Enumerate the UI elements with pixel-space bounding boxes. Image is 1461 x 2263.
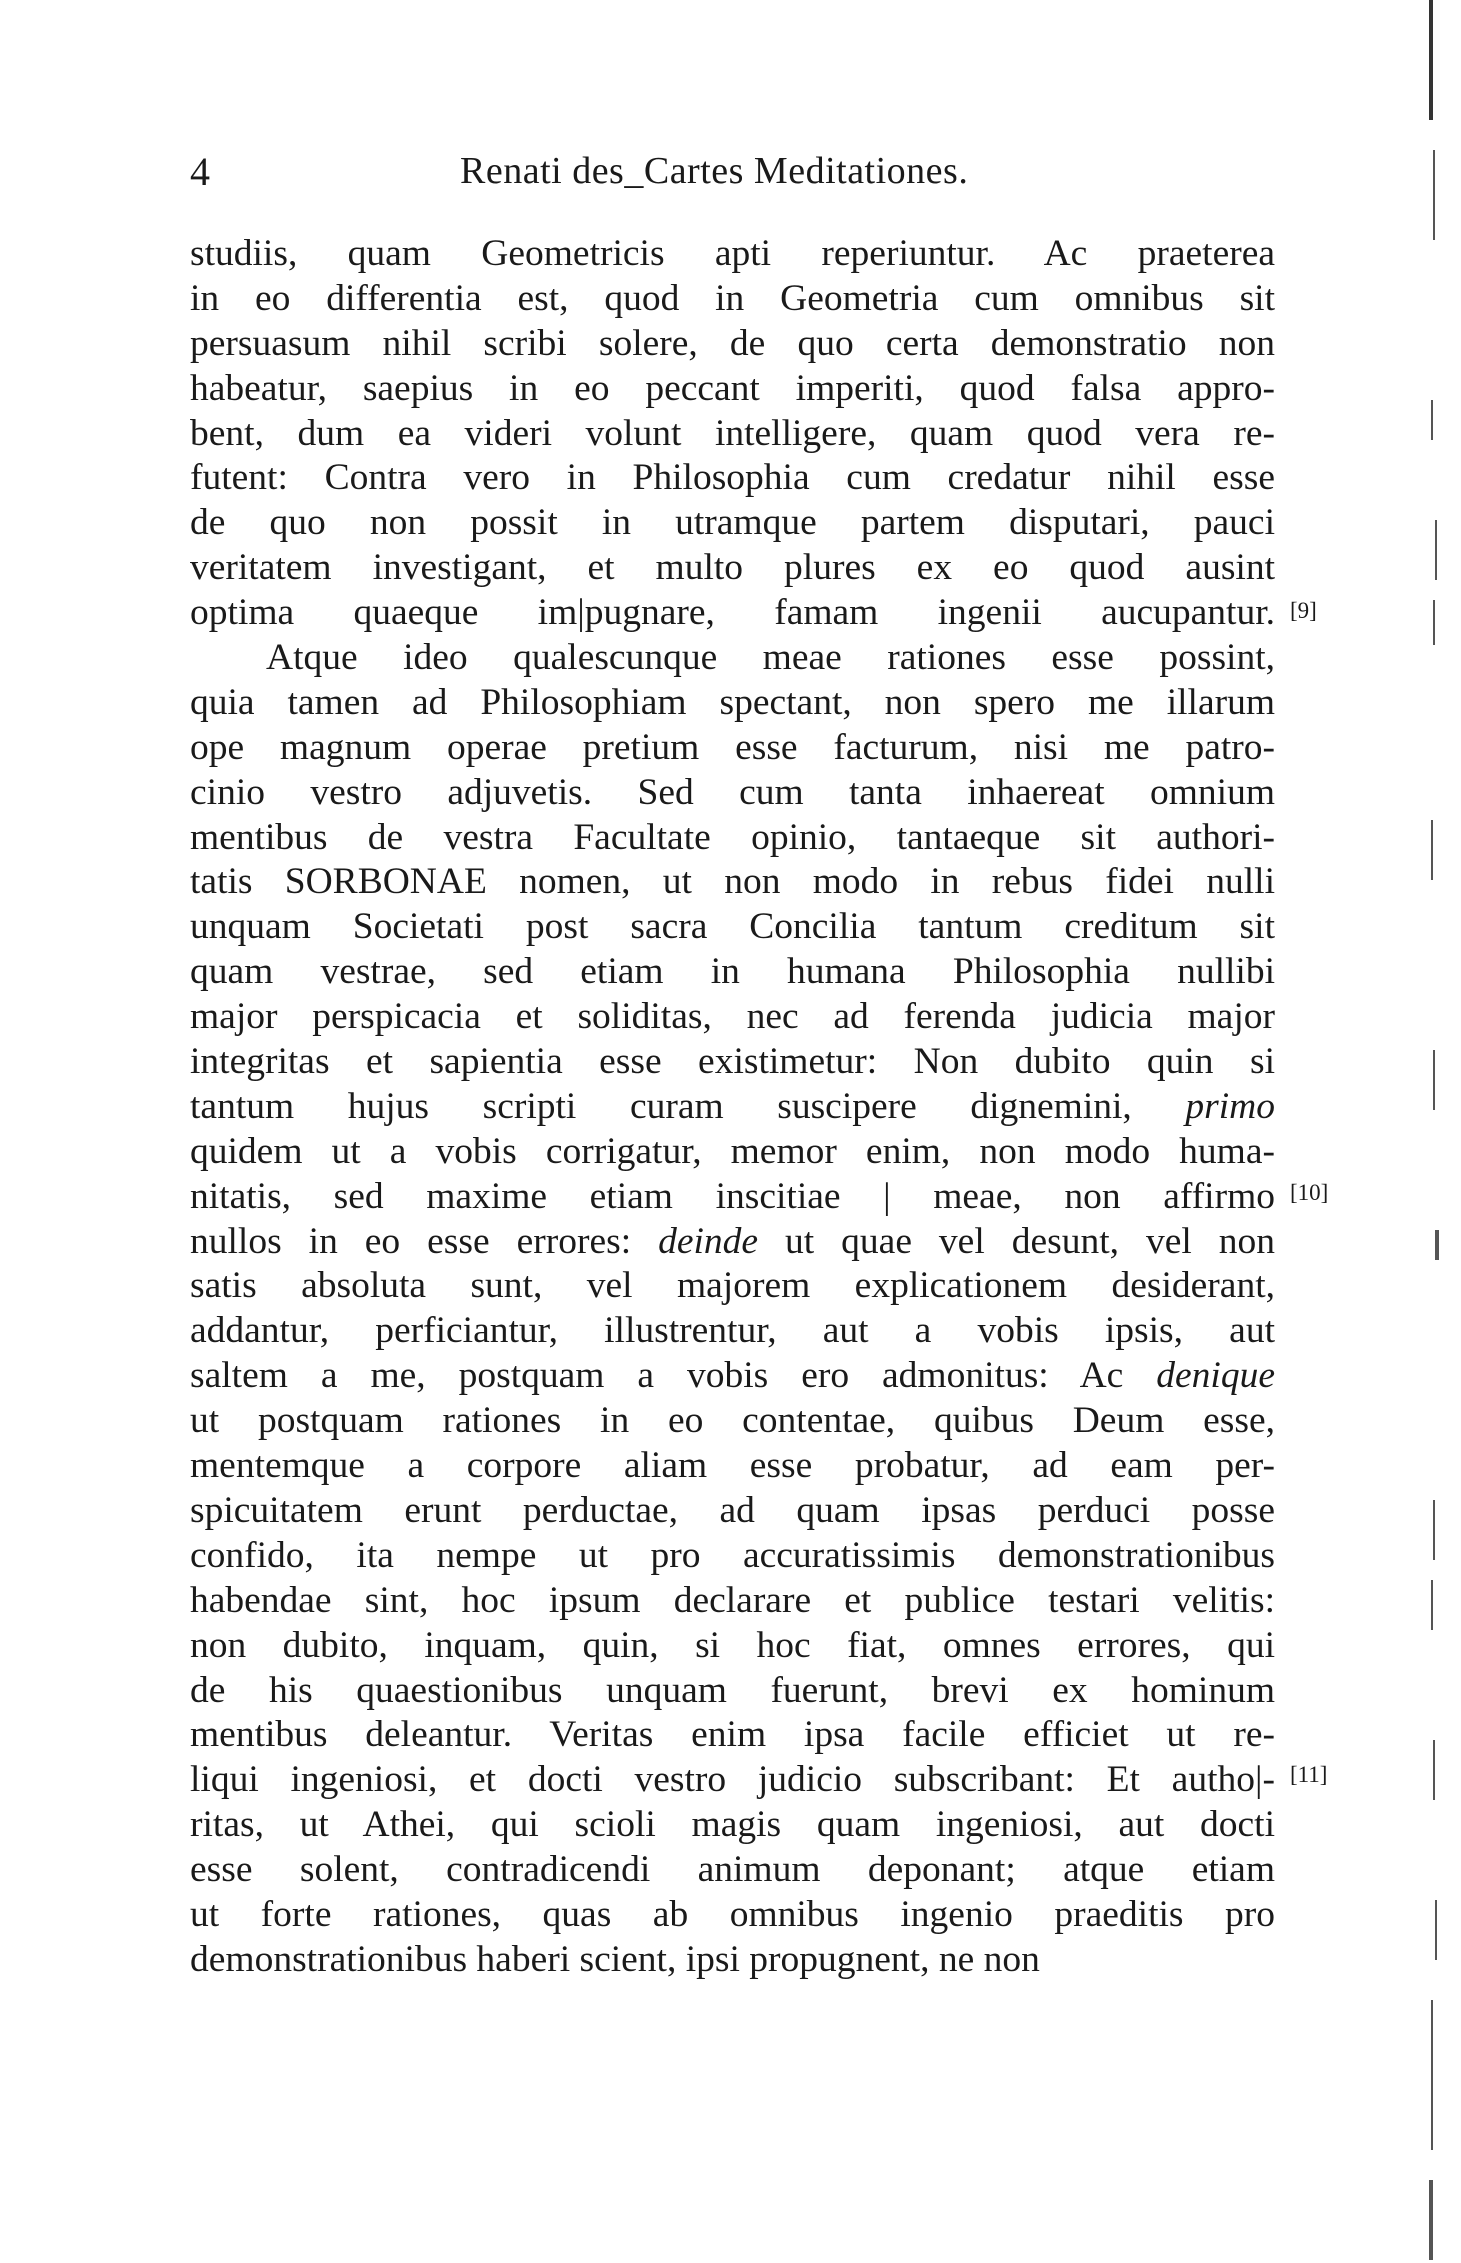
text-line: de quo non possit in utramque partem disputari, pauci [190, 502, 1275, 544]
text-line: studiis, quam Geometricis apti reperiuntur. Ac praeterea [190, 233, 1275, 274]
text-line: cinio vestro adjuvetis. Sed cum tanta inhaereat omnium [190, 771, 1275, 813]
text-line: addantur, perficiantur, illustrentur, aut a vobis ipsis, aut [190, 1310, 1275, 1352]
margin-note-9: [9] [1290, 598, 1317, 623]
text-line: quidem ut a vobis corrigatur, memor enim, non modo huma- [190, 1130, 1275, 1172]
text-line: spicuitatem erunt perductae, ad quam ipsas perduci posse [190, 1489, 1275, 1531]
text-line: ritas, ut Athei, qui scioli magis quam ingeniosi, aut docti [190, 1804, 1275, 1846]
text-line: nullos in eo esse errores: deinde ut quae vel desunt, vel non [190, 1220, 1275, 1262]
text-line: tantum hujus scripti curam suscipere dignemini, primo [190, 1085, 1275, 1127]
body-text [190, 232, 1275, 1983]
text-line: tatis SORBONAE nomen, ut non modo in rebus fidei nulli [190, 861, 1275, 903]
text-line: mentibus deleantur. Veritas enim ipsa facile efficiet ut re- [190, 1714, 1275, 1756]
text-line: integritas et sapientia esse existimetur: Non dubito quin si [190, 1041, 1275, 1083]
text-line: de his quaestionibus unquam fuerunt, brevi ex hominum [190, 1669, 1275, 1711]
text-line: ope magnum operae pretium esse facturum, nisi me patro- [190, 726, 1275, 768]
margin-note-11: [11] [1290, 1762, 1328, 1787]
text-line: nitatis, sed maxime etiam inscitiae | meae, non affirmo [190, 1175, 1275, 1217]
text-line: mentemque a corpore aliam esse probatur, ad eam per- [190, 1445, 1275, 1487]
text-line: confido, ita nempe ut pro accuratissimis demonstrationibus [190, 1534, 1275, 1576]
text-line: veritatem investigant, et multo plures ex eo quod ausint [190, 547, 1275, 589]
text-line: quia tamen ad Philosophiam spectant, non spero me illarum [190, 681, 1275, 723]
text-line: quam vestrae, sed etiam in humana Philosophia nullibi [190, 951, 1275, 993]
text-line: esse solent, contradicendi animum deponant; atque etiam [190, 1849, 1275, 1891]
text-line: bent, dum ea videri volunt intelligere, quam quod vera re- [190, 412, 1275, 454]
page-number: 4 [190, 149, 210, 194]
text-line: futent: Contra vero in Philosophia cum credatur nihil esse [190, 457, 1275, 499]
text-line: ut postquam rationes in eo contentae, quibus Deum esse, [190, 1400, 1275, 1442]
margin-note-10: [10] [1290, 1180, 1329, 1205]
text-line: habendae sint, hoc ipsum declarare et publice testari velitis: [190, 1579, 1275, 1621]
text-line: mentibus de vestra Facultate opinio, tantaeque sit authori- [190, 816, 1275, 858]
text-line: unquam Societati post sacra Concilia tantum creditum sit [190, 906, 1275, 948]
text-line: in eo differentia est, quod in Geometria cum omnibus sit [190, 277, 1275, 319]
text-line: demonstrationibus haberi scient, ipsi propugnent, ne non [190, 1938, 1040, 1980]
text-line: ut forte rationes, quas ab omnibus ingenio praeditis pro [190, 1893, 1275, 1935]
page-edge-marks [1411, 0, 1451, 2263]
text-line: habeatur, saepius in eo peccant imperiti, quod falsa appro- [190, 367, 1275, 409]
text-line: Atque ideo qualescunque meae rationes esse possint, [266, 637, 1275, 679]
running-title: Renati des_Cartes Meditationes. [460, 150, 969, 192]
text-line: persuasum nihil scribi solere, de quo certa demonstratio non [190, 322, 1275, 364]
text-line: satis absoluta sunt, vel majorem explicationem desiderant, [190, 1265, 1275, 1307]
text-line: liqui ingeniosi, et docti vestro judicio subscribant: Et autho|- [190, 1759, 1275, 1801]
text-line: optima quaeque im|pugnare, famam ingenii aucupantur. [190, 592, 1275, 634]
text-line: major perspicacia et soliditas, nec ad ferenda judicia major [190, 996, 1275, 1038]
text-line: non dubito, inquam, quin, si hoc fiat, omnes errores, qui [190, 1624, 1275, 1666]
text-line: saltem a me, postquam a vobis ero admonitus: Ac denique [190, 1355, 1275, 1397]
